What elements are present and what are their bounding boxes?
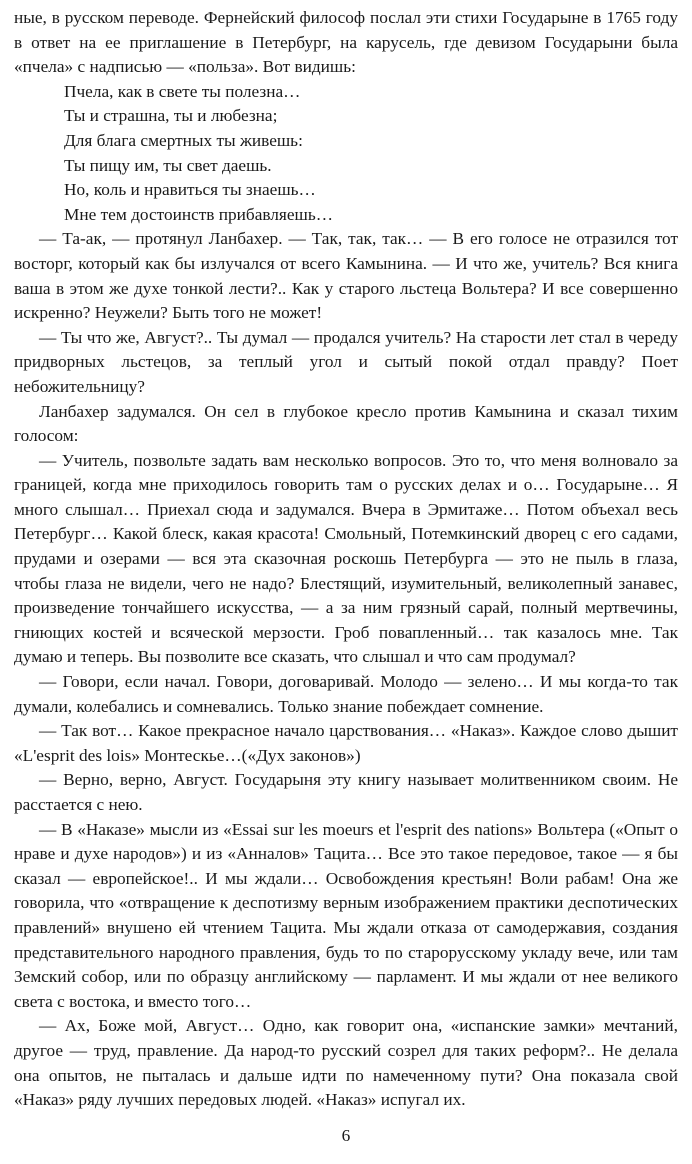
- paragraph: — Учитель, позвольте задать вам несколько вопросов. Это то, что меня волновало за границей, когда мне приходилось говорить там о русских делах и о… Государыне… Я много слышал… Приехал сюда и задумался. Вчера в Эрмитаже… Потом объехал весь Петербург… Какой блеск, какая красота! Смольный, Потемкинский дворец с его садами, прудами и озерами — вся эта сказочная роскошь Петербурга — это не пыль в глаза, чтобы глаза не видели, чего не надо? Блестящий, изумительный, великолепный занавес, произведение тончайшего искусства, — а за ним грязный сарай, полный мертвечины, гниющих костей и всяческой мерзости. Гроб повапленный… так казалось мне. Так думаю и теперь. Вы позволите все сказать, что слышал и что сам продумал?: [14, 450, 678, 667]
- poem-line: Ты пищу им, ты свет даешь.: [64, 155, 272, 175]
- paragraph: — Верно, верно, Август. Государыня эту книгу называет молитвенником своим. Не расстается с нею.: [14, 770, 678, 814]
- paragraph: — Ты что же, Август?.. Ты думал — продался учитель? На старости лет стал в череду придворных льстецов, за теплый угол и сытый покой отдал правду? Поет небожительницу?: [14, 327, 678, 396]
- book-page: [14, 6, 678, 1113]
- poem-line: Для блага смертных ты живешь:: [64, 130, 303, 150]
- page-number: 6: [341, 1126, 351, 1145]
- paragraph: — Говори, если начал. Говори, договаривай. Молодо — зелено… И мы когда-то так думали, колебались и сомневались. Только знание побеждает сомнение.: [14, 672, 678, 716]
- paragraph: — Та-ак, — протянул Ланбахер. — Так, так, так… — В его голосе не отразился тот восторг, который как бы излучался от всего Камынина. — И что же, учитель? Вся книга ваша в этом же духе тонкой лести?.. Как у старого льстеца Вольтера? И все совершенно искренно? Неужели? Быть того не может!: [14, 229, 678, 323]
- poem-line: Мне тем достоинств прибавляешь…: [64, 204, 334, 224]
- poem-line: Пчела, как в свете ты полезна…: [64, 81, 301, 101]
- poem-line: Но, коль и нравиться ты знаешь…: [64, 180, 316, 200]
- poem-line: Ты и страшна, ты и любезна;: [64, 106, 278, 126]
- paragraph: — В «Наказе» мысли из «Essai sur les moeurs et l'esprit des nations» Вольтера («Опыт о нраве и духе народов») и из «Анналов» Тацита… Все это такое передовое, такое — я бы сказал — европейское!.. И мы ждали… Освобождения крестьян! Воли рабам! Она же говорила, что «отвращение к деспотизму верным изображением практики деспотических правлений» внушено ей чтением Тацита. Мы ждали отказа от самодержавия, создания представительного народного правления, будь то по старорусскому укладу вече, или там Земский собор, или по образцу английскому — парламент. И мы ждали от нее великого света с востока, и вместо того…: [14, 819, 678, 1011]
- paragraph-continued: ные, в русском переводе. Фернейский философ послал эти стихи Государыне в 1765 году в ответ на ее приглашение в Петербург, на карусель, где девизом Государыни была «пчела» с надписью — «польза». Вот видишь:: [14, 8, 678, 77]
- paragraph: — Так вот… Какое прекрасное начало царствования… «Наказ». Каждое слово дышит «L'esprit des lois» Монтескье…(«Дух законов»): [14, 721, 678, 765]
- poem-block: [14, 80, 678, 228]
- paragraph: Ланбахер задумался. Он сел в глубокое кресло против Камынина и сказал тихим голосом:: [14, 401, 678, 446]
- paragraph: — Ах, Боже мой, Август… Одно, как говорит она, «испанские замки» мечтаний, другое — труд, правление. Да народ-то русский созрел для таких реформ?.. Не делала она опытов, не пыталась и дальше идти по намеченному пути? Она показала свой «Наказ» ряду лучших передовых людей. «Наказ» испугал их.: [14, 1016, 678, 1110]
